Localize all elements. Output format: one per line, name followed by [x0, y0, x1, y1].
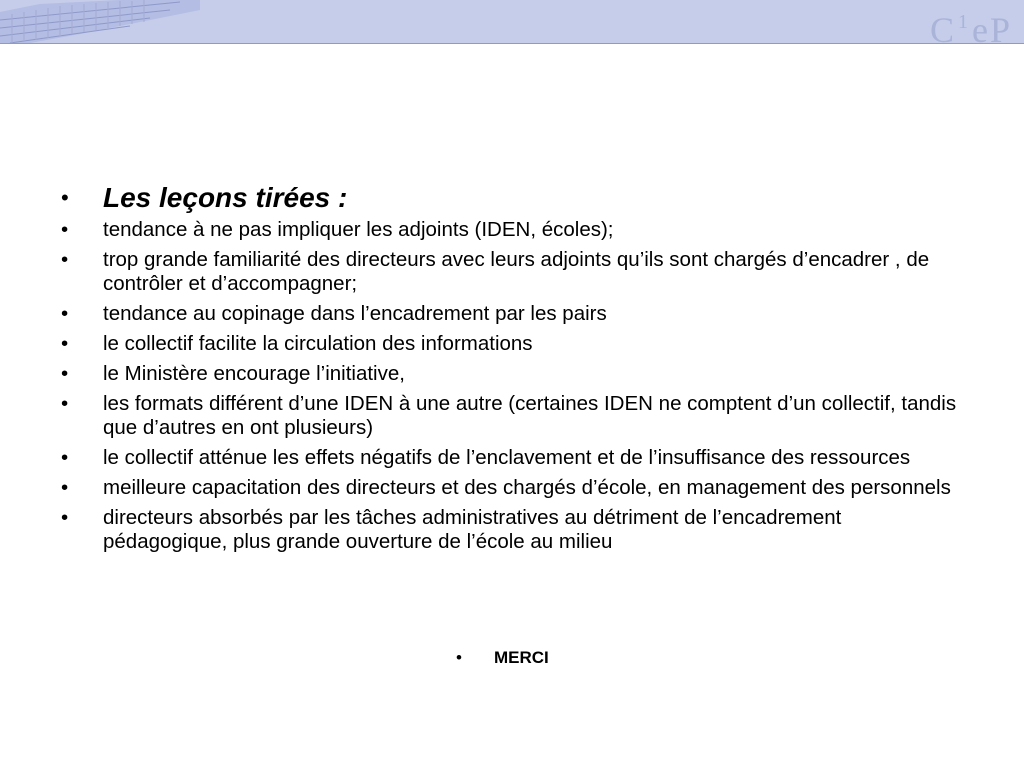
list-item-text: tendance au copinage dans l’encadrement par les pairs	[103, 302, 607, 325]
list-item	[58, 248, 968, 296]
slide-heading	[58, 182, 968, 214]
bullet-icon: •	[61, 302, 69, 325]
list-item	[58, 302, 968, 326]
bullet-icon: •	[61, 248, 69, 271]
bullet-icon: •	[61, 476, 69, 499]
list-item	[58, 392, 968, 440]
closing-item	[456, 648, 549, 668]
bullet-list	[58, 218, 968, 554]
list-item-text: trop grande familiarité des directeurs avec leurs adjoints qu’ils sont chargés d’encadrer , de contrôler et d’accompagner;	[103, 248, 930, 295]
building-image	[0, 0, 200, 43]
list-item-text: le collectif facilite la circulation des informations	[103, 332, 533, 355]
list-item-text: les formats différent d’une IDEN à une autre (certaines IDEN ne comptent d’un collectif, tandis que d’autres en ont plusieurs)	[103, 392, 957, 439]
list-item	[58, 476, 968, 500]
heading-text: Les leçons tirées :	[103, 182, 348, 213]
list-item	[58, 332, 968, 356]
bullet-icon: •	[61, 332, 69, 355]
bullet-icon: •	[61, 185, 69, 210]
bullet-icon: •	[456, 648, 462, 667]
clep-logo: C $^1$eP	[929, 10, 1012, 44]
header-band	[0, 0, 1024, 44]
list-item	[58, 362, 968, 386]
list-item-text: le collectif atténue les effets négatifs de l’enclavement et de l’insuffisance des ressources	[103, 446, 911, 469]
bullet-icon: •	[61, 506, 69, 529]
list-item	[58, 218, 968, 242]
list-item	[58, 446, 968, 470]
list-item-text: le Ministère encourage l’initiative,	[103, 362, 405, 385]
list-item-text: directeurs absorbés par les tâches administratives au détriment de l’encadrement pédagogique, plus grande ouverture de l’école au milieu	[103, 506, 842, 553]
list-item-text: tendance à ne pas impliquer les adjoints (IDEN, écoles);	[103, 218, 614, 241]
bullet-icon: •	[61, 362, 69, 385]
list-item	[58, 506, 968, 554]
bullet-icon: •	[61, 392, 69, 415]
bullet-icon: •	[61, 446, 69, 469]
list-item-text: meilleure capacitation des directeurs et des chargés d’école, en management des personnels	[103, 476, 951, 499]
bullet-icon: •	[61, 218, 69, 241]
slide-content	[58, 182, 968, 560]
closing-text: MERCI	[494, 648, 549, 667]
